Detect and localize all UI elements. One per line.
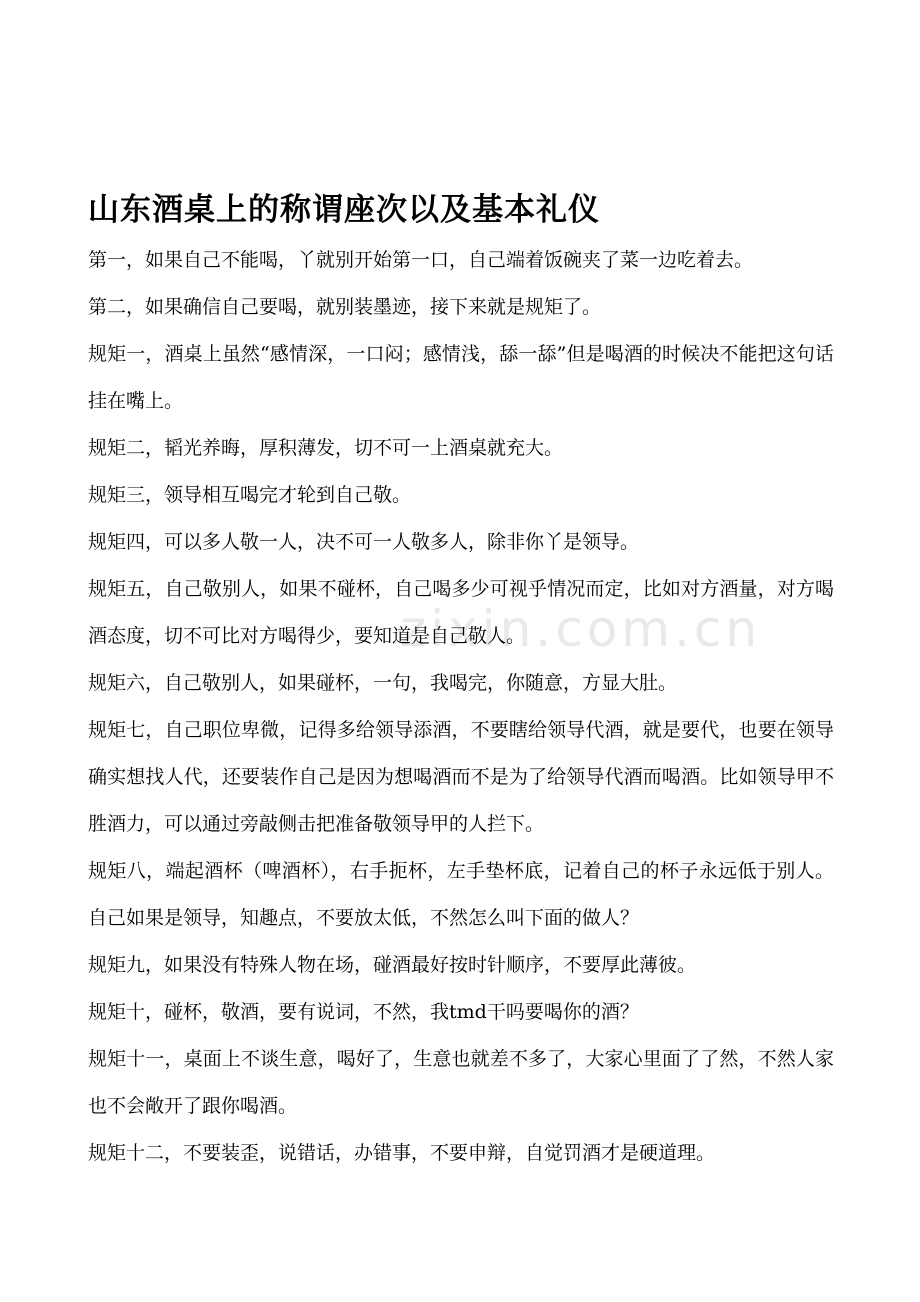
rule-4-paragraph: 规矩四，可以多人敬一人，决不可一人敬多人，除非你丫是领导。: [88, 531, 640, 553]
rule-12-paragraph: 规矩十二，不要装歪，说错话，办错事，不要申辩，自觉罚酒才是硬道理。: [88, 1142, 716, 1164]
watermark: zixin.com.cn: [400, 600, 762, 658]
rule-9-paragraph: 规矩九，如果没有特殊人物在场，碰酒最好按时针顺序，不要厚此薄彼。: [88, 954, 697, 976]
document-title: 山东酒桌上的称谓座次以及基本礼仪: [88, 192, 600, 228]
rule-2-paragraph: 规矩二，韬光养晦，厚积薄发，切不可一上酒桌就充大。: [88, 437, 564, 459]
rule-6-paragraph: 规矩六，自己敬别人，如果碰杯，一句，我喝完，你随意，方显大肚。: [88, 672, 678, 694]
rule-7-paragraph: 规矩七，自己职位卑微，记得多给领导添酒，不要瞎给领导代酒，就是要代，也要在领导确实想找人代，还要装作自己是因为想喝酒而不是为了给领导代酒而喝酒。比如领导甲不胜酒力，可以通过旁敲侧击把准备敬领导甲的人拦下。: [88, 719, 834, 835]
rule-5-paragraph: 规矩五，自己敬别人，如果不碰杯，自己喝多少可视乎情况而定，比如对方酒量，对方喝酒态度，切不可比对方喝得少，要知道是自己敬人。: [88, 578, 834, 647]
document-body: [88, 237, 834, 1177]
rule-1-paragraph: 规矩一，酒桌上虽然“感情深，一口闷；感情浅，舔一舔”但是喝酒的时候决不能把这句话挂在嘴上。: [88, 343, 834, 412]
paragraph-2: 第二，如果确信自己要喝，就别装墨迹，接下来就是规矩了。: [88, 296, 602, 318]
rule-8-paragraph: 规矩八，端起酒杯（啤酒杯），右手扼杯，左手垫杯底，记着自己的杯子永远低于别人。自己如果是领导，知趣点，不要放太低，不然怎么叫下面的做人？: [88, 860, 834, 929]
paragraph-1: 第一，如果自己不能喝，丫就别开始第一口，自己端着饭碗夹了菜一边吃着去。: [88, 249, 754, 271]
rule-10-paragraph: 规矩十，碰杯，敬酒，要有说词，不然，我tmd干吗要喝你的酒？: [88, 1001, 639, 1023]
rule-3-paragraph: 规矩三，领导相互喝完才轮到自己敬。: [88, 484, 412, 506]
rule-11-paragraph: 规矩十一，桌面上不谈生意，喝好了，生意也就差不多了，大家心里面了了然，不然人家也不会敞开了跟你喝酒。: [88, 1048, 834, 1117]
